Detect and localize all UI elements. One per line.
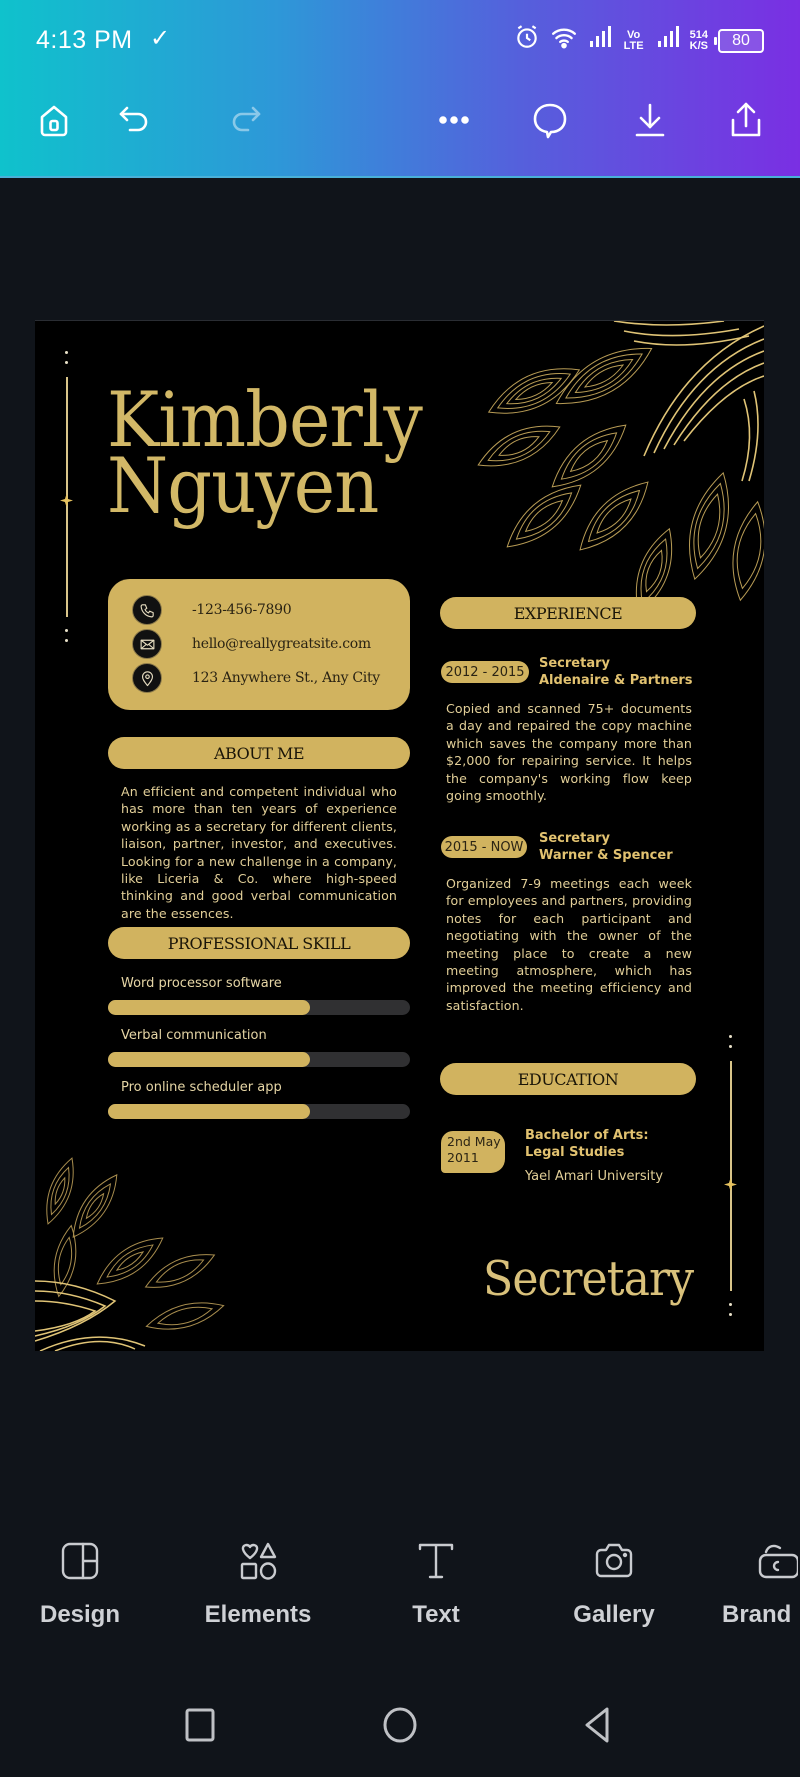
undo-icon: [114, 100, 154, 140]
resume-name[interactable]: [107, 375, 422, 530]
job-description[interactable]: Copied and scanned 75+ documents a day and repaired the copy machine which saves the company more than $2,000 for repairing service. It helps the company's working flow keep going smoothly.: [446, 701, 692, 804]
skill-label[interactable]: Pro online scheduler app: [121, 1080, 282, 1095]
phone-icon: [132, 595, 162, 625]
location-pin-icon: [132, 663, 162, 693]
education-date-badge[interactable]: 2nd May 2011: [441, 1131, 505, 1173]
editor-bottom-tools: [0, 1540, 800, 1640]
professional-skill-heading[interactable]: PROFESSIONAL SKILL: [108, 927, 410, 959]
recent-apps-button[interactable]: [175, 1700, 225, 1750]
back-button[interactable]: [573, 1700, 623, 1750]
download-icon: [630, 100, 670, 140]
about-me-heading[interactable]: ABOUT ME: [108, 737, 410, 769]
signal-icon-1: [588, 25, 612, 56]
camera-icon: [593, 1540, 635, 1582]
redo-icon: [226, 100, 266, 140]
editor-toolbar: [0, 94, 800, 154]
contact-address: 123 Anywhere St., Any City: [132, 663, 380, 693]
share-button[interactable]: [720, 94, 772, 146]
last-name: Nguyen: [107, 441, 379, 530]
brand-icon: [756, 1540, 798, 1582]
layout-icon: [59, 1540, 101, 1582]
skill-label[interactable]: Word processor software: [121, 976, 282, 991]
right-line-ornament: [725, 1031, 737, 1321]
tool-gallery[interactable]: Gallery: [544, 1540, 684, 1629]
redo-button[interactable]: [220, 94, 272, 146]
contact-card[interactable]: [108, 579, 410, 710]
circle-icon: [381, 1706, 419, 1744]
text-icon: [415, 1540, 457, 1582]
contact-phone: -123-456-7890: [132, 595, 291, 625]
first-name: Kimberly: [107, 375, 422, 464]
comment-button[interactable]: [524, 94, 576, 146]
battery-indicator: 80: [718, 29, 764, 53]
home-button[interactable]: [28, 94, 80, 146]
contact-email: hello@reallygreatsite.com: [132, 629, 371, 659]
education-school[interactable]: Yael Amari University: [525, 1169, 664, 1184]
home-nav-button[interactable]: [375, 1700, 425, 1750]
download-button[interactable]: [624, 94, 676, 146]
network-type: Vo LTE: [623, 28, 644, 52]
gold-leaf-decoration-top: [464, 321, 764, 611]
job-date-badge[interactable]: 2015 - NOW: [441, 836, 527, 858]
more-options-button[interactable]: [428, 94, 480, 146]
skill-bar-fill: [108, 1052, 310, 1067]
left-line-ornament: [61, 347, 73, 647]
role-title[interactable]: Secretary: [483, 1251, 694, 1307]
status-icons: [514, 24, 764, 57]
system-navigation-bar: [0, 1700, 800, 1750]
home-icon: [34, 100, 74, 140]
wifi-icon: [550, 24, 578, 57]
tool-brand[interactable]: Brand: [722, 1540, 800, 1629]
shapes-icon: [237, 1540, 279, 1582]
tool-text[interactable]: Text: [366, 1540, 506, 1629]
skill-bar-fill: [108, 1104, 310, 1119]
job-heading[interactable]: Secretary Warner & Spencer: [539, 831, 673, 863]
status-bar: [0, 18, 800, 64]
skill-bar-fill: [108, 1000, 310, 1015]
education-heading[interactable]: EDUCATION: [440, 1063, 696, 1095]
square-icon: [181, 1706, 219, 1744]
tool-design[interactable]: Design: [10, 1540, 150, 1629]
skill-bar-track[interactable]: [108, 1052, 410, 1067]
mail-icon: [132, 629, 162, 659]
network-speed: 514 K/S: [689, 28, 708, 52]
share-icon: [726, 100, 766, 140]
design-canvas[interactable]: [35, 320, 764, 1351]
undo-button[interactable]: [108, 94, 160, 146]
app-header: [0, 0, 800, 178]
job-heading[interactable]: Secretary Aldenaire & Partners: [539, 656, 693, 688]
signal-icon-2: [656, 25, 680, 56]
tool-elements[interactable]: Elements: [188, 1540, 328, 1629]
more-icon: [434, 100, 474, 140]
back-triangle-icon: [579, 1706, 617, 1744]
education-degree[interactable]: Bachelor of Arts: Legal Studies: [525, 1128, 649, 1160]
alarm-icon: [514, 24, 540, 57]
skill-bar-track[interactable]: [108, 1104, 410, 1119]
status-time: 4:13 PM: [36, 26, 133, 54]
gold-leaf-decoration-bottom: [35, 1151, 245, 1351]
job-date-badge[interactable]: 2012 - 2015: [441, 661, 529, 683]
skill-label[interactable]: Verbal communication: [121, 1028, 267, 1043]
download-complete-icon: ✓︎: [150, 25, 171, 52]
experience-heading[interactable]: EXPERIENCE: [440, 597, 696, 629]
job-description[interactable]: Organized 7-9 meetings each week for employees and partners, providing notes for each participant and negotiating with the owner of the meeting place to create a new meeting atmosphere, which has improved the meeting efficiency and satisfaction.: [446, 876, 692, 1013]
comment-icon: [530, 100, 570, 140]
skill-bar-track[interactable]: [108, 1000, 410, 1015]
about-me-text[interactable]: An efficient and competent individual who has more than ten years of experience working as a secretary for different clients, liaison, partner, investor, and executives. Looking for a new challenge in a company, like Liceria & Co. where high-speed thinking and good verbal communication are the essences.: [121, 784, 397, 921]
